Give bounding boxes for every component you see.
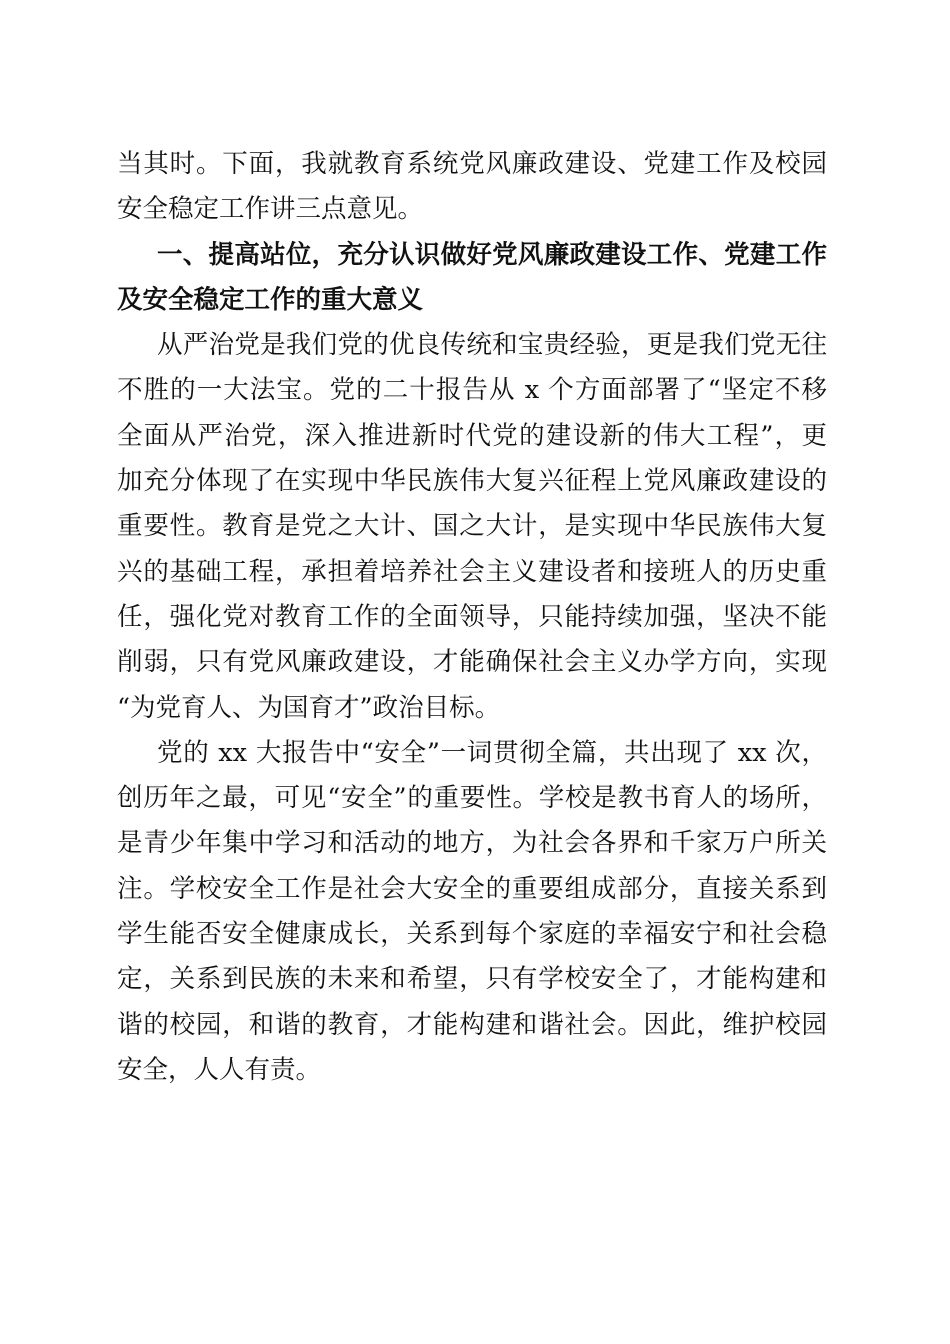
body-paragraph-2 [117,731,827,1093]
text-line: 全面从严治党，深入推进新时代党的建设新的伟大工程”，更 [117,420,827,451]
text-line: 重要性。教育是党之大计、国之大计，是实现中华民族伟大复 [117,511,827,542]
intro-paragraph [117,142,827,233]
body-paragraph-1 [117,323,827,731]
text-line: 安全，人人有责。 [117,1054,322,1085]
text-line: 谐的校园，和谐的教育，才能构建和谐社会。因此，维护校园 [117,1009,827,1040]
text-line: 兴的基础工程，承担着培养社会主义建设者和接班人的历史重 [117,556,827,587]
text-line: 是青少年集中学习和活动的地方，为社会各界和千家万户所关 [117,828,827,859]
text-line: 加充分体现了在实现中华民族伟大复兴征程上党风廉政建设的 [117,466,827,497]
heading-line: 及安全稳定工作的重大意义 [117,284,424,315]
section-heading [117,233,827,324]
text-line: 削弱，只有党风廉政建设，才能确保社会主义办学方向，实现 [117,647,827,678]
text-line: 定，关系到民族的未来和希望，只有学校安全了，才能构建和 [117,964,827,995]
text-line: 安全稳定工作讲三点意见。 [117,194,424,225]
text-line: 当其时。下面，我就教育系统党风廉政建设、党建工作及校园 [117,149,827,179]
text-line: 党的 xx 大报告中“安全”一词贯彻全篇，共出现了 xx 次， [157,737,827,768]
text-line: 学生能否安全健康成长，关系到每个家庭的幸福安宁和社会稳 [117,919,827,950]
text-line: “为党育人、为国育才”政治目标。 [117,692,501,723]
document-page [117,142,827,1093]
text-line: 注。学校安全工作是社会大安全的重要组成部分，直接关系到 [117,873,827,904]
text-line: 不胜的一大法宝。党的二十报告从 x 个方面部署了“坚定不移 [117,375,827,406]
text-line: 从严治党是我们党的优良传统和宝贵经验，更是我们党无往 [157,330,827,361]
text-line: 创历年之最，可见“安全”的重要性。学校是教书育人的场所， [117,783,827,814]
heading-line: 一、提高站位，充分认识做好党风廉政建设工作、党建工作 [157,239,827,270]
text-line: 任，强化党对教育工作的全面领导，只能持续加强，坚决不能 [117,601,827,632]
